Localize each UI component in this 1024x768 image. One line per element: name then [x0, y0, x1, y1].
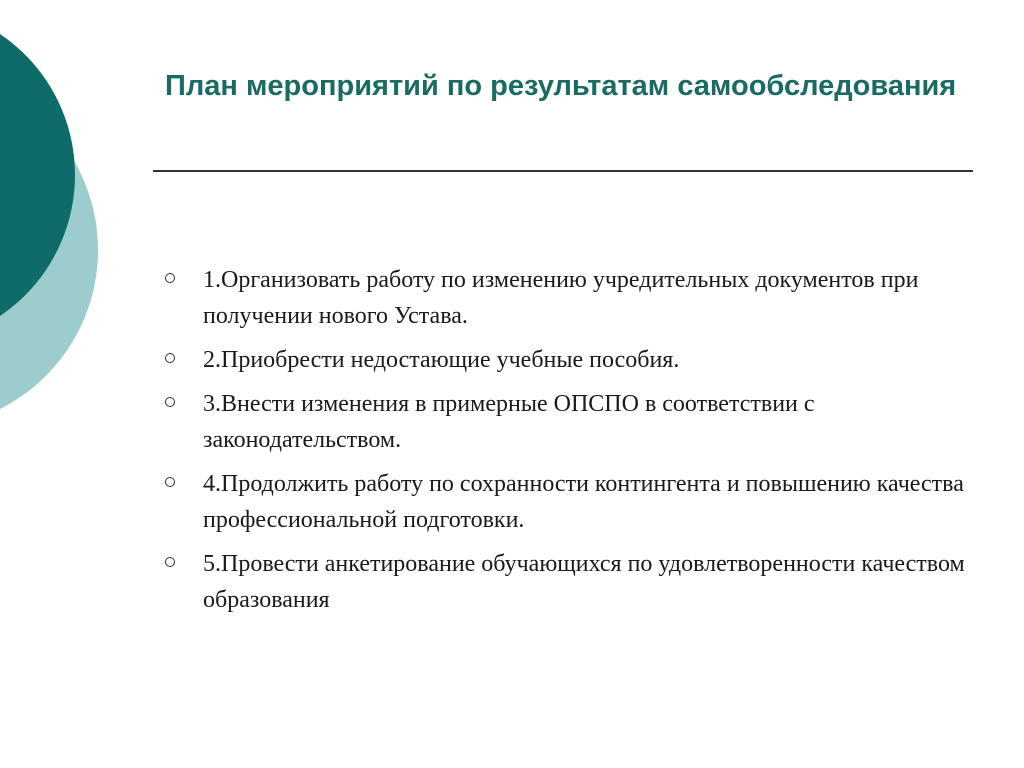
hollow-circle-icon: [165, 353, 175, 363]
bullet-text-2: 2.Приобрести недостающие учебные пособия.: [203, 347, 680, 373]
bullet-text-4: 4.Продолжить работу по сохранности контингента и повышению качества профессиональной подготовки.: [203, 471, 964, 533]
light-teal-circle: [0, 72, 98, 428]
bullet-item-5: [163, 546, 983, 618]
slide-title: План мероприятий по результатам самообследования: [165, 70, 957, 102]
bullet-item-2: [163, 342, 983, 378]
bullet-text-5: 5.Провести анкетирование обучающихся по удовлетворенности качеством образования: [203, 551, 965, 613]
title-divider: [153, 170, 973, 172]
hollow-circle-icon: [165, 273, 175, 283]
bullet-item-3: [163, 386, 983, 458]
hollow-circle-icon: [165, 477, 175, 487]
hollow-circle-icon: [165, 557, 175, 567]
bullet-list: [163, 262, 983, 626]
bullet-text-1: 1.Организовать работу по изменению учредительных документов при получении нового Устава.: [203, 267, 919, 329]
bullet-text-3: 3.Внести изменения в примерные ОПСПО в соответствии с законодательством.: [203, 391, 815, 453]
dark-teal-circle: [0, 5, 75, 345]
hollow-circle-icon: [165, 397, 175, 407]
bullet-item-1: [163, 262, 983, 334]
bullet-item-4: [163, 466, 983, 538]
